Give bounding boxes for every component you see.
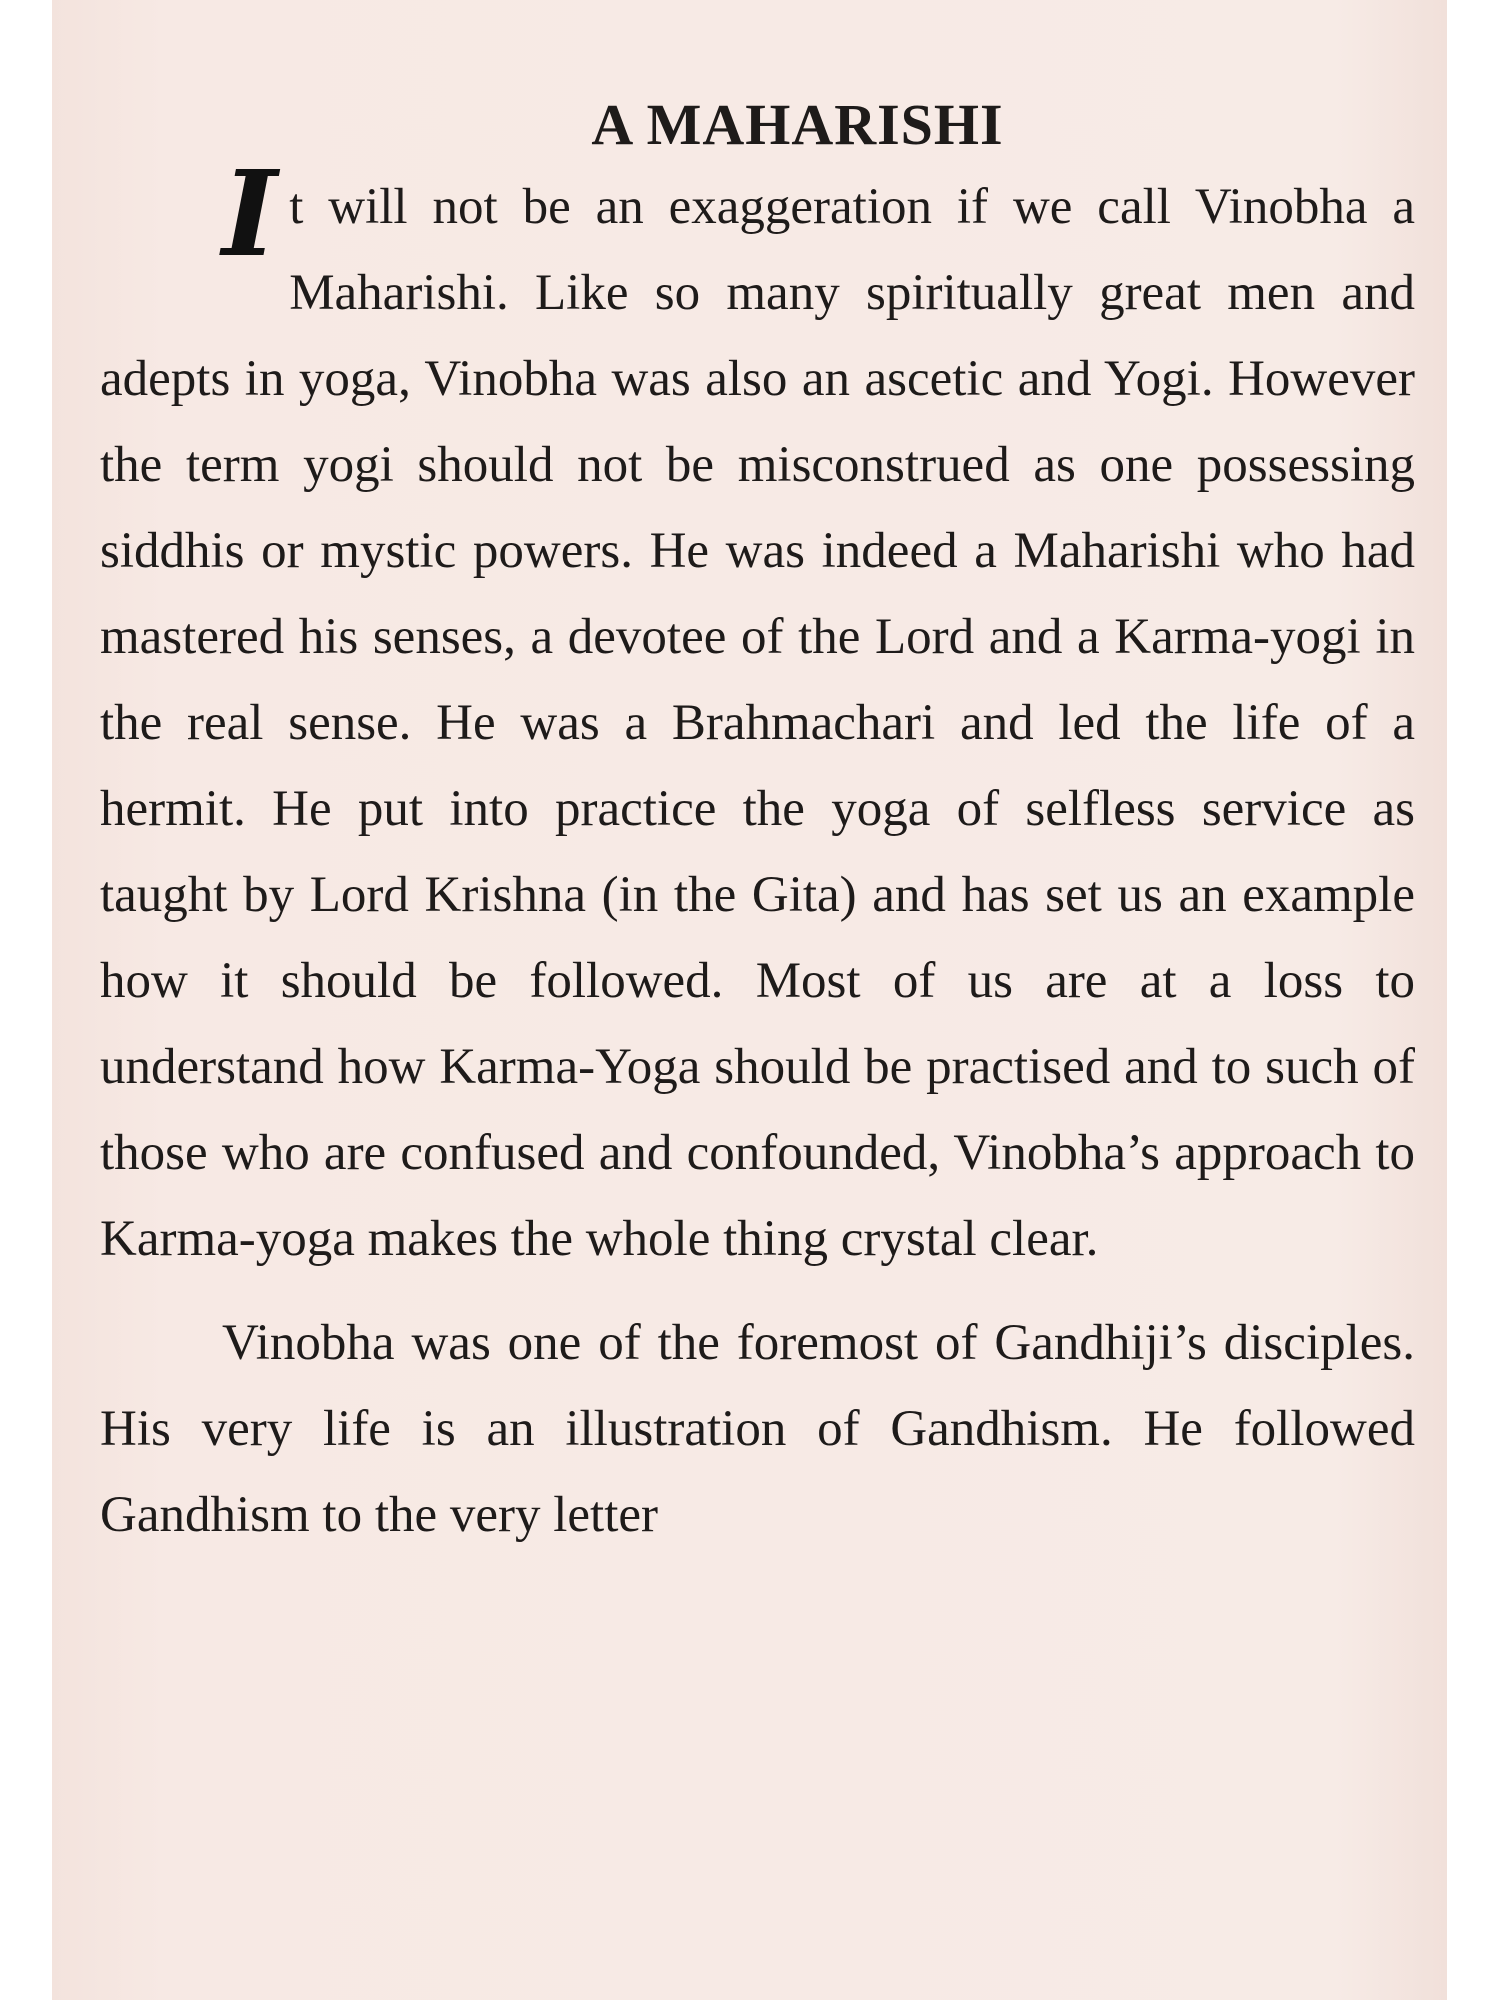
paragraph-1 bbox=[100, 144, 1415, 1282]
paragraph-2: Vinobha was one of the foremost of Gandhiji’s disciples. His very life is an illustration of Gandhism. He followed Gandhism to the very letter bbox=[100, 1315, 1415, 1543]
page-content bbox=[100, 90, 1415, 1558]
chapter-title: A MAHARISHI bbox=[591, 92, 1004, 157]
book-page bbox=[52, 0, 1447, 2000]
paragraph-1-text: t will not be an exaggeration if we call Vinobha a Maharishi. Like so many spiritually great men and adepts in yoga, Vinobha was also an ascetic and Yogi. However the term yogi should not be misconstrued as one possessing siddhis or mystic powers. He was indeed a Maharishi who had mastered his senses, a devotee of the Lord and a Karma-yogi in the real sense. He was a Brahmachari and led the life of a hermit. He put into practice the yoga of selfless service as taught by Lord Krishna (in the Gita) and has set us an example how it should be followed. Most of us are at a loss to understand how Karma-Yoga should be practised and to such of those who are confused and confounded, Vinobha’s approach to Karma-yoga makes the whole thing crystal clear. bbox=[100, 179, 1415, 1267]
drop-cap: I bbox=[222, 144, 278, 283]
